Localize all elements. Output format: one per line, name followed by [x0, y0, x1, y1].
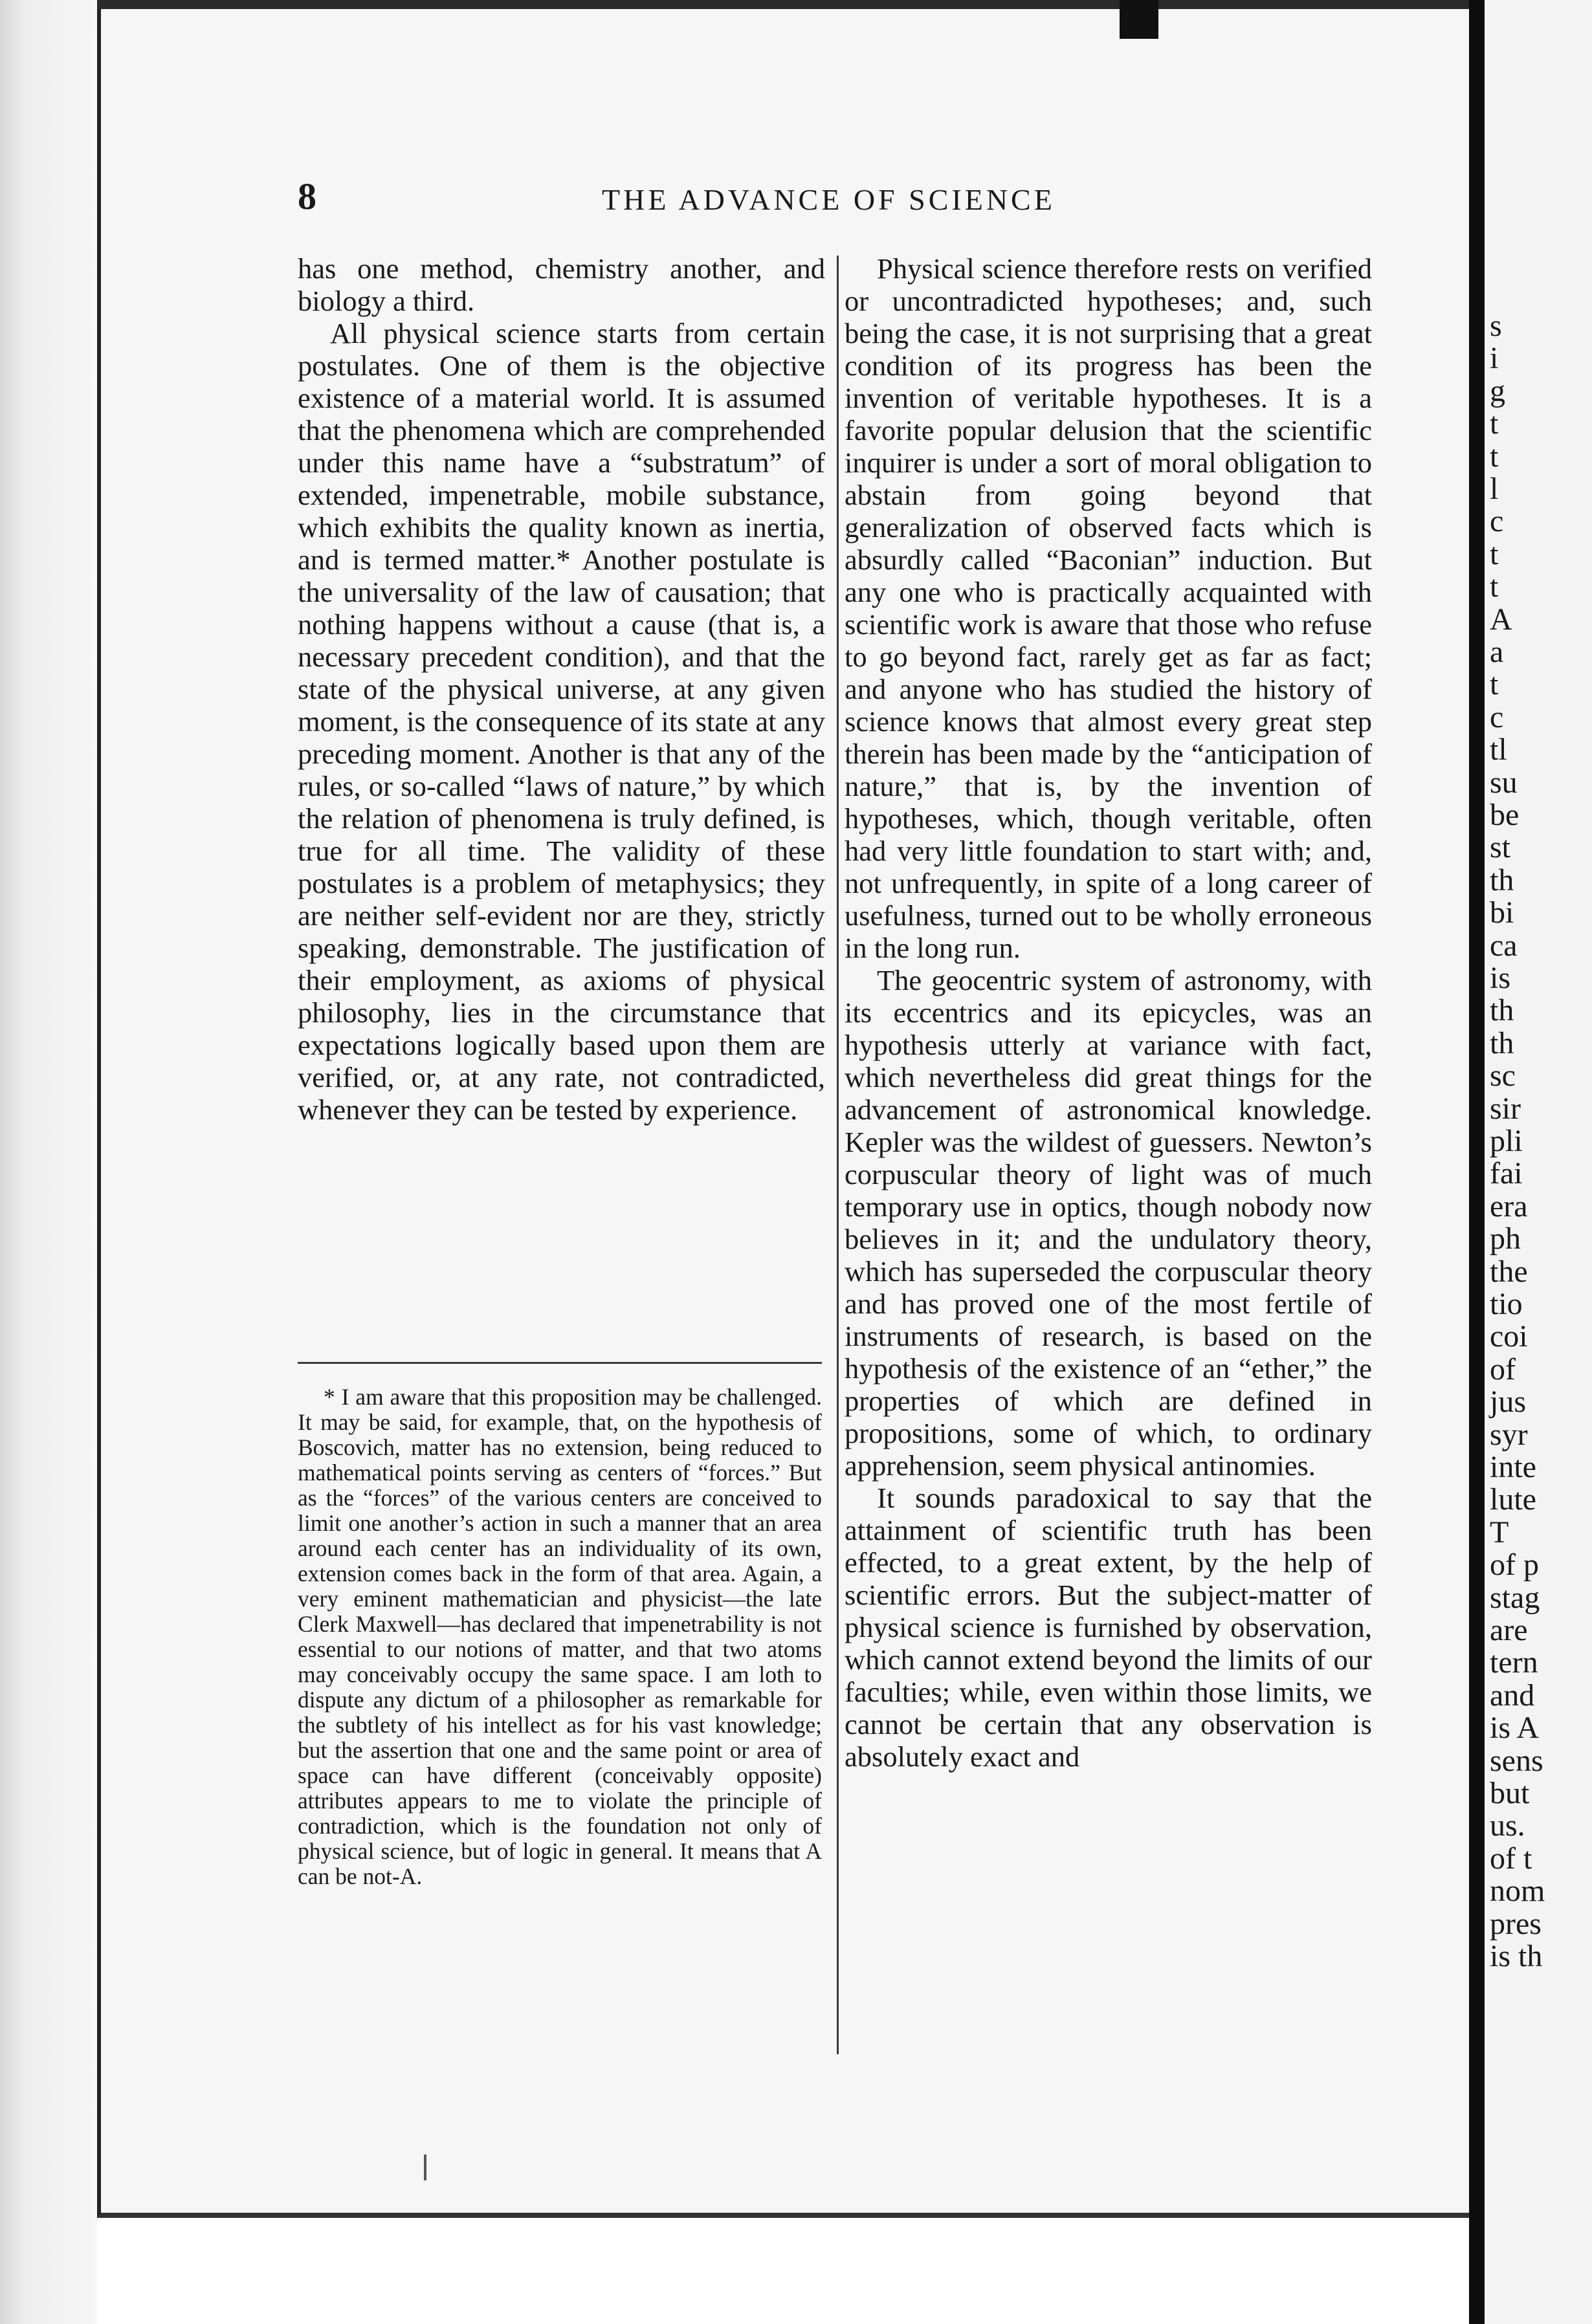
facing-page-fragment: th: [1490, 862, 1514, 897]
book-gutter: [1469, 0, 1485, 2324]
facing-page-fragment: stag: [1490, 1580, 1540, 1615]
left-paragraph-2: All physical science starts from certain postulates. One of them is the objective existence of a material world. It is assumed that the phenomena which are comprehended under this name have a “substratum” of extended, impenetrable, mobile substance, which exhibits the quality known as inertia, and is termed matter.* Another postulate is the universality of the law of causation; that nothing happens without a cause (that is, a necessary precedent condition), and that the state of the physical universe, at any given moment, is the consequence of its state at any preceding moment. Another is that any of the rules, or so-called “laws of nature,” by which the relation of phenomena is truly defined, is true for all time. The validity of these postulates is a problem of metaphysics; they are neither self-evident nor are they, strictly speaking, demonstrable. The justification of their employment, as axioms of physical philosophy, lies in the circumstance that expectations logically based upon them are verified, or, at any rate, not contradicted, whenever they can be tested by experience.: [298, 317, 825, 1126]
facing-page-fragment: and: [1490, 1678, 1535, 1713]
scan-margin: [0, 0, 97, 2324]
facing-page-fragment: of: [1490, 1352, 1516, 1387]
facing-page-fragment: c: [1490, 504, 1504, 539]
facing-page-fragment: l: [1490, 472, 1499, 506]
facing-page-fragment: nom: [1490, 1874, 1545, 1909]
facing-page-fragment: pli: [1490, 1124, 1523, 1158]
facing-page-fragment: sir: [1490, 1091, 1521, 1126]
page-top-edge: [97, 0, 1469, 9]
facing-page-fragment: but: [1490, 1776, 1530, 1810]
facing-page-fragment: g: [1490, 373, 1505, 408]
facing-page-fragment: i: [1490, 341, 1499, 376]
facing-page-fragment: c: [1490, 699, 1504, 734]
left-paragraph-1: has one method, chemistry another, and biology a third.: [298, 252, 825, 317]
facing-page-fragment: st: [1490, 830, 1511, 865]
facing-page-fragment: era: [1490, 1189, 1528, 1223]
facing-page-fragment: us.: [1490, 1808, 1525, 1843]
facing-page-fragment: ph: [1490, 1222, 1521, 1256]
facing-page-fragment: bi: [1490, 895, 1514, 930]
facing-page-fragment: tio: [1490, 1287, 1523, 1321]
facing-page-fragment: inte: [1490, 1450, 1536, 1484]
facing-page-fragment: t: [1490, 406, 1499, 441]
facing-page-fragment: A: [1490, 602, 1512, 637]
footnote-rule: [298, 1362, 822, 1364]
facing-page-fragment: s: [1490, 309, 1502, 343]
facing-page-fragment: sc: [1490, 1058, 1516, 1093]
facing-page-fragment: of p: [1490, 1548, 1539, 1583]
scan-top-mark: [1120, 0, 1158, 39]
facing-page-fragment: tern: [1490, 1645, 1538, 1680]
right-paragraph-2: The geocentric system of astronomy, with its eccentrics and its epicycles, was an hypothesis utterly at variance with fact, which nevertheless did great things for the advancement of astronomical knowledge. Kepler was the wildest of guessers. Newton’s corpuscular theory of light was of much temporary use in optics, though nobody now believes in it; and the undulatory theory, which has superseded the corpuscular theory and has proved one of the most fertile of instruments of research, is based on the hypothesis of the existence of an “ether,” the properties of which are defined in propositions, some of which, to ordinary apprehension, seem physical antinomies.: [845, 964, 1372, 1482]
facing-page-fragment: ca: [1490, 928, 1518, 963]
facing-page-fragment: be: [1490, 798, 1520, 832]
footnote: * I am aware that this proposition may be challenged. It may be said, for example, that, on the hypothesis of Boscovich, matter has no extension, being reduced to mathematical points serving as centers of “forces.” But as the “forces” of the various centers are conceived to limit one another’s action in such a manner that an area around each center has an individuality of its own, extension comes back in the form of that area. Again, a very eminent mathematician and physicist—the late Clerk Maxwell—has declared that impenetrability is not essential to our notions of matter, and that two atoms may conceivably occupy the same space. I am loth to dispute any dictum of a philosopher as remarkable for the subtlety of his intellect as for his vast knowledge; but the assertion that one and the same point or area of space can have different (conceivably opposite) attributes appears to me to violate the principle of contradiction, which is the foundation not only of physical science, but of logic in general. It means that A can be not-A.: [298, 1384, 822, 1889]
facing-page-fragment: t: [1490, 536, 1499, 571]
facing-page-fragment: the: [1490, 1254, 1528, 1289]
facing-page-fragment: sens: [1490, 1743, 1543, 1778]
left-column: [298, 252, 825, 1126]
facing-page-fragment: lute: [1490, 1482, 1536, 1517]
facing-page-fragment: a: [1490, 635, 1504, 669]
facing-page-fragment: of t: [1490, 1841, 1532, 1876]
running-head: THE ADVANCE OF SCIENCE: [602, 183, 1056, 216]
facing-page-fragment: th: [1490, 1025, 1514, 1060]
facing-page-fragment: fai: [1490, 1156, 1523, 1191]
facing-page-fragment: pres: [1490, 1906, 1542, 1941]
column-divider: [837, 256, 839, 2054]
facing-page-fragment: su: [1490, 765, 1518, 800]
facing-page-fragment: tl: [1490, 732, 1507, 767]
facing-page-fragment: t: [1490, 569, 1499, 604]
facing-page-fragment: are: [1490, 1613, 1528, 1647]
facing-page-fragment: coi: [1490, 1319, 1528, 1354]
facing-page-fragment: th: [1490, 993, 1514, 1028]
scan-speck: [424, 2154, 426, 2180]
right-paragraph-1: Physical science therefore rests on verified or uncontradicted hypotheses; and, such being the case, it is not surprising that a great condition of its progress has been the invention of veritable hypotheses. It is a favorite popular delusion that the scientific inquirer is under a sort of moral obligation to abstain from going beyond that generalization of observed facts which is absurdly called “Baconian” induction. But any one who is practically acquainted with scientific work is aware that those who refuse to go beyond fact, rarely get as far as fact; and anyone who has studied the history of science knows that almost every great step therein has been made by the “anticipation of nature,” that is, by the invention of hypotheses, which, though veritable, often had very little foundation to start with; and, not unfrequently, in spite of a long career of usefulness, turned out to be wholly erroneous in the long run.: [845, 252, 1372, 964]
right-column: [845, 252, 1372, 1773]
facing-page-fragment: is: [1490, 961, 1511, 995]
facing-page: [1485, 0, 1592, 2324]
facing-page-fragment: syr: [1490, 1417, 1528, 1452]
facing-page-fragment: T: [1490, 1515, 1509, 1550]
facing-page-fragment: jus: [1490, 1385, 1527, 1420]
facing-page-fragment: is A: [1490, 1711, 1540, 1746]
facing-page-fragment: is th: [1490, 1939, 1543, 1973]
page-number: 8: [298, 175, 316, 217]
facing-page-fragment: t: [1490, 439, 1499, 474]
facing-page-fragment: t: [1490, 667, 1499, 702]
right-paragraph-3: It sounds paradoxical to say that the attainment of scientific truth has been effected, to a great extent, by the help of scientific errors. But the subject-matter of physical science is furnished by observation, which cannot extend beyond the limits of our faculties; while, even within those limits, we cannot be certain that any observation is absolutely exact and: [845, 1482, 1372, 1773]
